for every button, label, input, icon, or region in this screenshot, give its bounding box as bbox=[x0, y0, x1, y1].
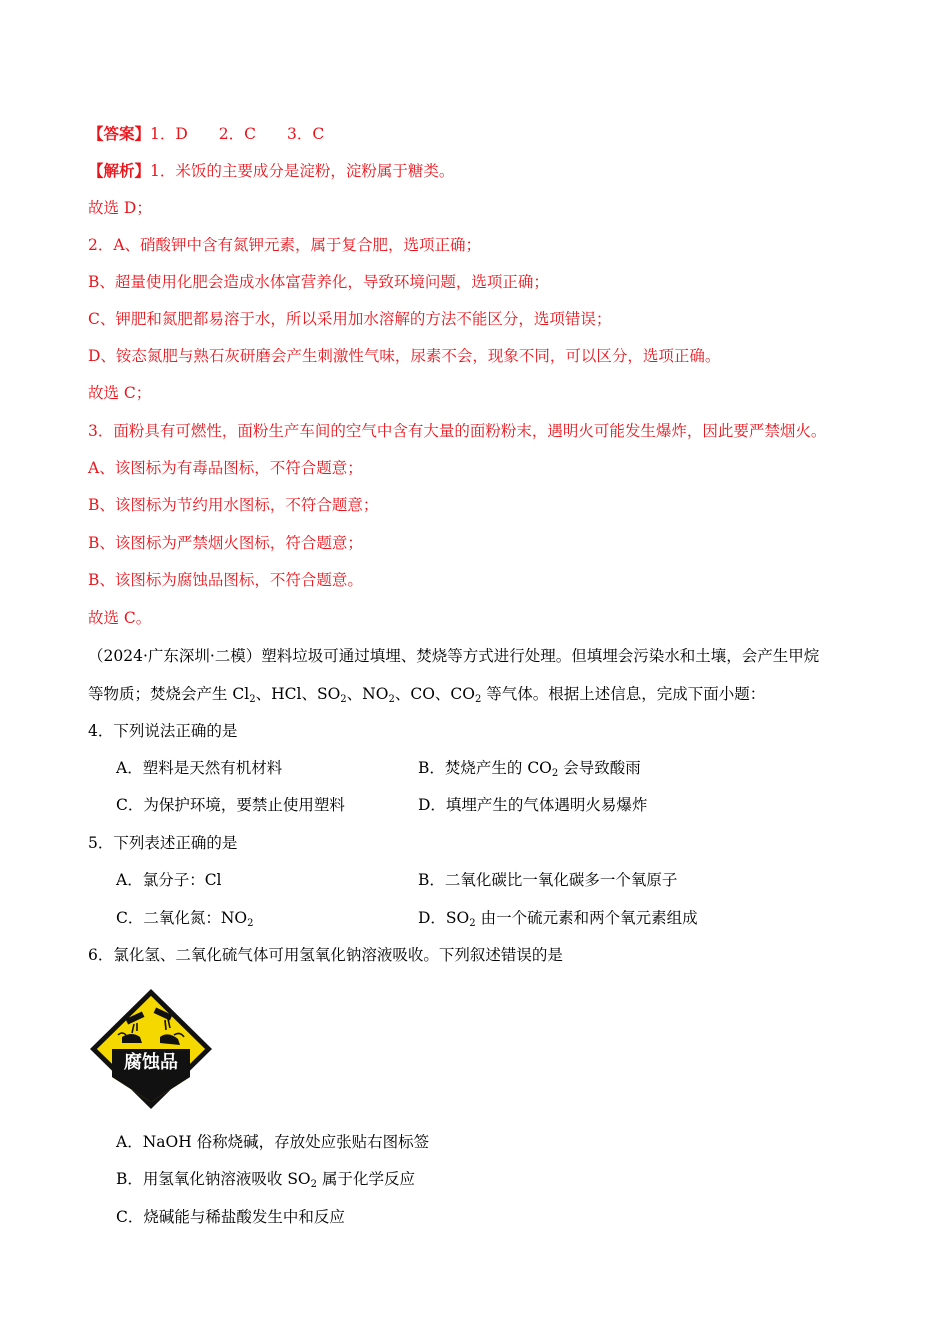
question-6-stem: 6．氯化氢、二氧化硫气体可用氢氧化钠溶液吸收。下列叙述错误的是 bbox=[88, 946, 563, 964]
q6-option-b: B．用氢氧化钠溶液吸收 $SO_2$ 属于化学反应 bbox=[116, 1170, 415, 1190]
q6-option-c: C．烧碱能与稀盐酸发生中和反应 bbox=[116, 1208, 345, 1226]
analysis-line: 3．面粉具有可燃性，面粉生产车间的空气中含有大量的面粉粉末，遇明火可能发生爆炸，因此要严禁烟火。 bbox=[88, 422, 827, 440]
analysis-line: B、该图标为腐蚀品图标，不符合题意。 bbox=[88, 571, 363, 589]
analysis-line: A、该图标为有毒品图标，不符合题意； bbox=[88, 459, 363, 477]
corrosive-sign bbox=[88, 987, 214, 1111]
analysis-line: B、该图标为节约用水图标，不符合题意； bbox=[88, 496, 379, 514]
question-4-stem: 4．下列说法正确的是 bbox=[88, 722, 238, 740]
analysis-line: 故选 D； bbox=[88, 199, 152, 217]
answer-label: 【答案】 bbox=[88, 124, 151, 143]
analysis-line: B、该图标为严禁烟火图标，符合题意； bbox=[88, 534, 363, 552]
analysis-line: 故选 C； bbox=[88, 384, 152, 402]
passage-line-2: 等物质；焚烧会产生 $Cl_2$、HCl、$SO_2$、$NO_2$、CO、$CO_2$ 等气体。根据上述信息，完成下面小题： bbox=[88, 685, 766, 705]
analysis-first: 1．米饭的主要成分是淀粉，淀粉属于糖类。 bbox=[150, 162, 455, 180]
q5-option-a: A．氯分子：Cl bbox=[116, 871, 222, 889]
analysis-line: 2．A、硝酸钾中含有氮钾元素，属于复合肥，选项正确； bbox=[88, 236, 482, 254]
q6-option-a: A．NaOH 俗称烧碱，存放处应张贴右图标签 bbox=[116, 1133, 430, 1151]
q4-option-a: A．塑料是天然有机材料 bbox=[116, 759, 283, 777]
analysis-line: B、超量使用化肥会造成水体富营养化，导致环境问题，选项正确； bbox=[88, 273, 549, 291]
q5-option-c: C．二氧化氮：$NO_2$ bbox=[116, 909, 254, 929]
question-5-stem: 5．下列表述正确的是 bbox=[88, 834, 238, 852]
answer-line bbox=[88, 123, 324, 145]
q5-option-d: D．$SO_2$ 由一个硫元素和两个氧元素组成 bbox=[418, 909, 698, 929]
analysis-line: 故选 C。 bbox=[88, 609, 152, 627]
analysis-line: C、钾肥和氮肥都易溶于水，所以采用加水溶解的方法不能区分，选项错误； bbox=[88, 310, 612, 328]
q4-option-d: D．填埋产生的气体遇明火易爆炸 bbox=[418, 796, 648, 814]
q4-option-c: C．为保护环境，要禁止使用塑料 bbox=[116, 796, 345, 814]
passage-line-1: （2024·广东深圳·二模）塑料垃圾可通过填埋、焚烧等方式进行处理。但填埋会污染水和土壤，会产生甲烷 bbox=[88, 647, 820, 665]
q5-option-b: B．二氧化碳比一氧化碳多一个氧原子 bbox=[418, 871, 678, 889]
analysis-label: 【解析】 bbox=[88, 161, 151, 180]
analysis-line-1 bbox=[88, 160, 454, 182]
q4-option-b: B．焚烧产生的 $CO_2$ 会导致酸雨 bbox=[418, 759, 641, 779]
answer-text: 1．D 2．C 3．C bbox=[150, 125, 325, 143]
analysis-line: D、铵态氮肥与熟石灰研磨会产生刺激性气味，尿素不会，现象不同，可以区分，选项正确。 bbox=[88, 347, 721, 365]
corrosive-sign-icon bbox=[88, 987, 214, 1111]
corrosive-sign-label: 腐蚀品 bbox=[124, 1052, 178, 1073]
